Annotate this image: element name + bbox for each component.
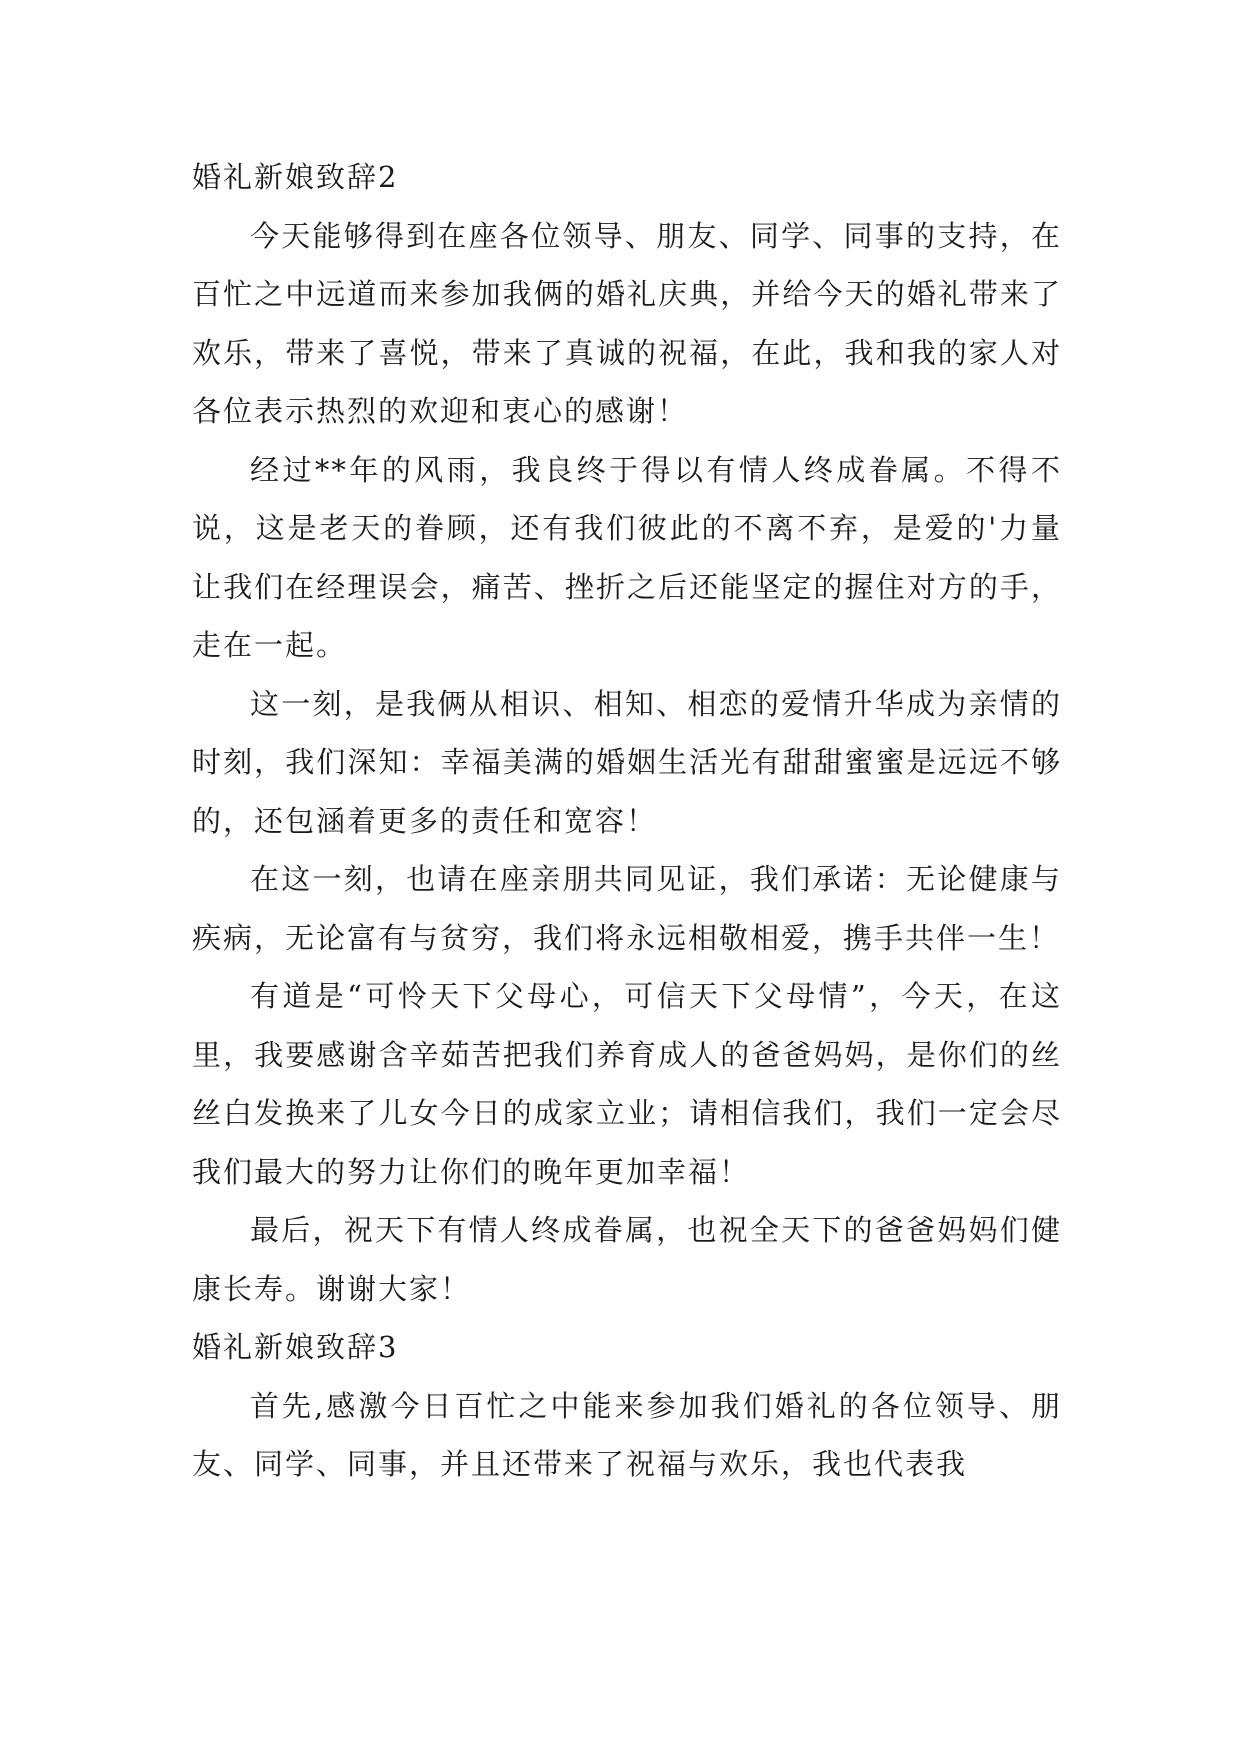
paragraph: 在这一刻，也请在座亲朋共同见证，我们承诺：无论健康与疾病，无论富有与贫穷，我们将永远相敬相爱，携手共伴一生！: [192, 862, 1062, 955]
section-heading: 婚礼新娘致辞3: [192, 1330, 399, 1364]
paragraph: 最后，祝天下有情人终成眷属，也祝全天下的爸爸妈妈们健康长寿。谢谢大家！: [192, 1213, 1062, 1306]
paragraph: 经过**年的风雨，我良终于得以有情人终成眷属。不得不说，这是老天的眷顾，还有我们彼此的不离不弃，是爱的'力量让我们在经理误会，痛苦、挫折之后还能坚定的握住对方的手，走在一起。: [192, 452, 1062, 662]
paragraph: 今天能够得到在座各位领导、朋友、同学、同事的支持，在百忙之中远道而来参加我俩的婚礼庆典，并给今天的婚礼带来了欢乐，带来了喜悦，带来了真诚的祝福，在此，我和我的家人对各位表示热烈的欢迎和衷心的感谢！: [192, 218, 1062, 428]
section-heading: 婚礼新娘致辞2: [192, 160, 399, 194]
paragraph: 有道是“可怜天下父母心，可信天下父母情”，今天，在这里，我要感谢含辛茹苦把我们养育成人的爸爸妈妈，是你们的丝丝白发换来了儿女今日的成家立业；请相信我们，我们一定会尽我们最大的努力让你们的晚年更加幸福！: [192, 979, 1062, 1189]
paragraph: 首先,感激今日百忙之中能来参加我们婚礼的各位领导、朋友、同学、同事，并且还带来了祝福与欢乐，我也代表我: [192, 1388, 1062, 1481]
paragraph: 这一刻，是我俩从相识、相知、相恋的爱情升华成为亲情的时刻，我们深知：幸福美满的婚姻生活光有甜甜蜜蜜是远远不够的，还包涵着更多的责任和宽容！: [192, 686, 1062, 838]
document-body: [192, 148, 1062, 1494]
